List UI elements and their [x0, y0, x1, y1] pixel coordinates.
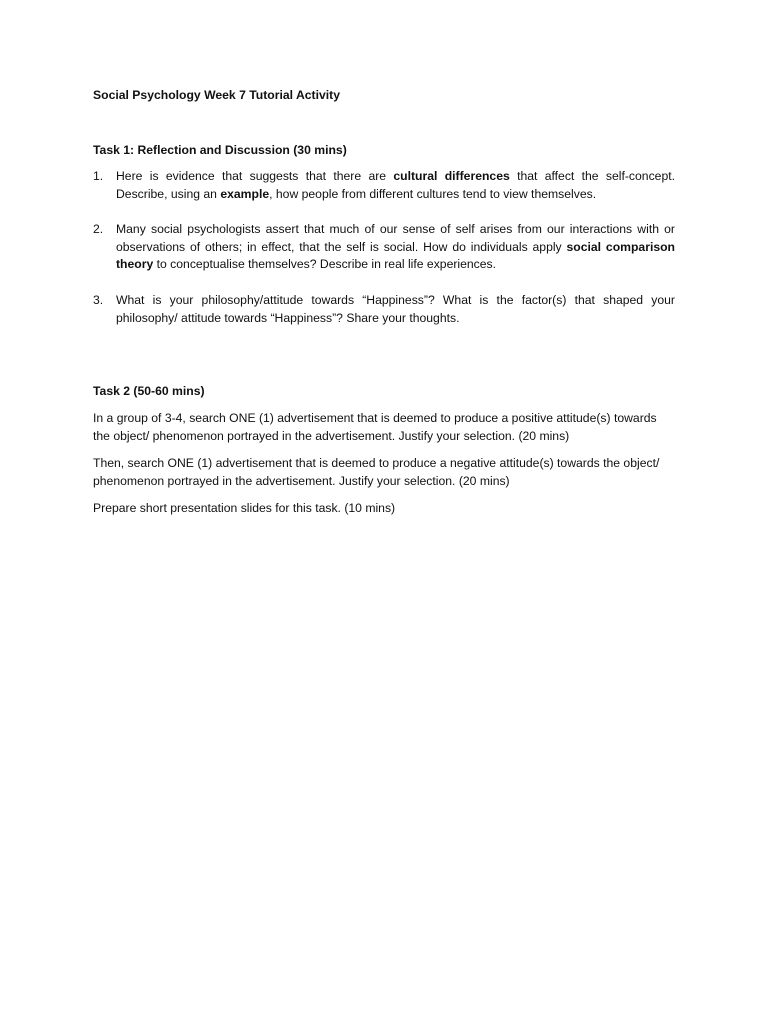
question-text	[116, 292, 675, 327]
task2-paragraph: Then, search ONE (1) advertisement that is deemed to produce a negative attitude(s) towards the object/ phenomenon portrayed in the advertisement. Justify your selection. (20 mins)	[93, 456, 660, 488]
question-number: 1.	[93, 169, 104, 183]
task2-paragraph: In a group of 3-4, search ONE (1) advertisement that is deemed to produce a positive attitude(s) towards the object/ phenomenon portrayed in the advertisement. Justify your selection. (20 mins)	[93, 411, 657, 443]
task2-paragraph: Prepare short presentation slides for this task. (10 mins)	[93, 501, 396, 515]
emphasis-text: cultural differences	[393, 169, 510, 183]
task2-heading: Task 2 (50-60 mins)	[93, 384, 205, 398]
emphasis-text: example	[220, 186, 270, 201]
question-text-run: Here is evidence that suggests that there are	[116, 169, 394, 183]
question-text-run: that affect the self-concept. Describe, using an	[116, 169, 675, 201]
question-number: 2.	[93, 222, 104, 237]
question-text-run: to conceptualise themselves? Describe in real life experiences.	[153, 257, 497, 272]
task1-question-list	[93, 168, 675, 327]
question-text	[116, 221, 675, 274]
task1-heading: Task 1: Reflection and Discussion (30 mins)	[93, 143, 347, 157]
question-text-run: Many social psychologists assert that much of our sense of self arises from our interactions with or observations of others; in effect, that the self is social. How do individuals apply	[116, 222, 675, 254]
question-text-run: What is your philosophy/attitude towards “Happiness”? What is the factor(s) that shaped your philosophy/ attitude towards “Happiness”? Share your thoughts.	[116, 292, 675, 325]
question-text-run: , how people from different cultures tend to view themselves.	[269, 186, 597, 201]
question-item-3	[93, 292, 675, 327]
emphasis-text: social comparison theory	[116, 239, 675, 272]
question-item-1	[93, 168, 675, 203]
document-page	[93, 0, 675, 1024]
question-text	[116, 168, 675, 203]
question-number: 3.	[93, 292, 104, 307]
document-title: Social Psychology Week 7 Tutorial Activity	[93, 88, 340, 102]
question-item-2	[93, 221, 675, 274]
